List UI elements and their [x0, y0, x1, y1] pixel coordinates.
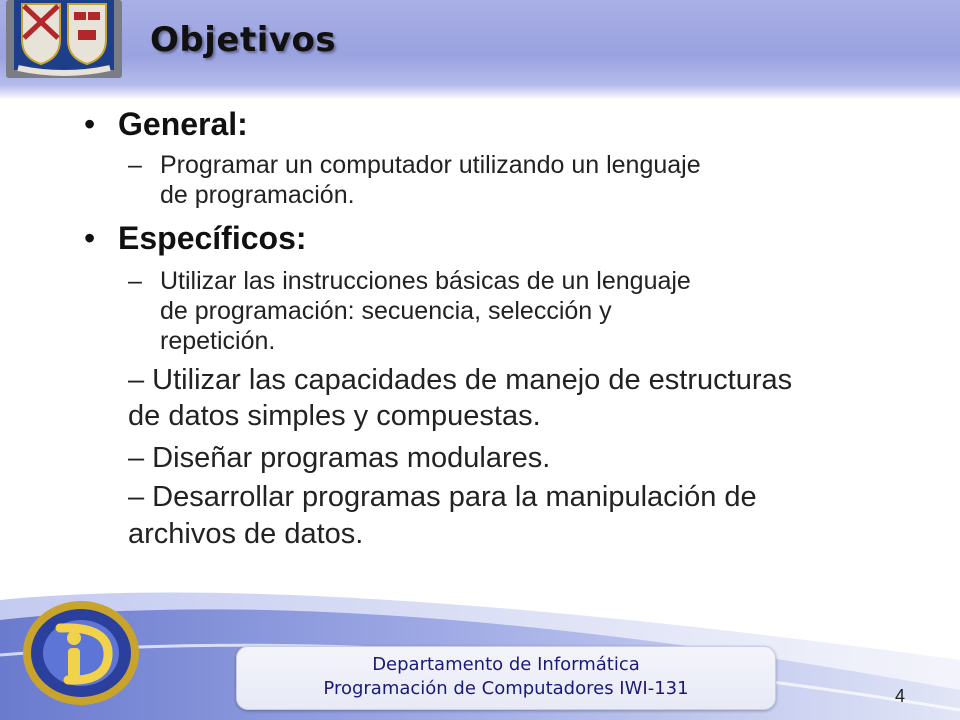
footer-course: Programación de Computadores IWI-131 [323, 678, 689, 699]
general-item [128, 150, 701, 210]
item2-line1: – Utilizar las capacidades de manejo de estructuras [128, 364, 793, 396]
item4-line1: – Desarrollar programas para la manipulación de [128, 481, 757, 513]
bullet-glyph: • [84, 106, 96, 142]
general-item-line1: Programar un computador utilizando un lenguaje [160, 151, 701, 179]
especificos-heading-text: Específicos: [118, 220, 307, 256]
general-heading [84, 106, 248, 143]
general-item-line2: de programación. [160, 181, 355, 209]
item1-line1: Utilizar las instrucciones básicas de un lenguaje [160, 267, 691, 295]
slide-title: Objetivos [150, 20, 337, 60]
dash-glyph: – [128, 267, 142, 295]
item1-line2: de programación: secuencia, selección y [160, 297, 612, 325]
page-number: 4 [895, 686, 906, 706]
general-heading-text: General: [118, 106, 248, 142]
bullet-glyph: • [84, 220, 96, 256]
item1-line3: repetición. [160, 327, 276, 355]
item3: – Diseñar programas modulares. [128, 442, 551, 474]
especificos-heading [84, 220, 307, 257]
especificos-item-1 [128, 266, 691, 356]
dash-glyph: – [128, 151, 142, 179]
item4-line2: archivos de datos. [128, 518, 364, 550]
footer-department: Departamento de Informática [372, 654, 640, 675]
item2-line2: de datos simples y compuestas. [128, 400, 541, 432]
di-logo-icon [20, 598, 142, 708]
